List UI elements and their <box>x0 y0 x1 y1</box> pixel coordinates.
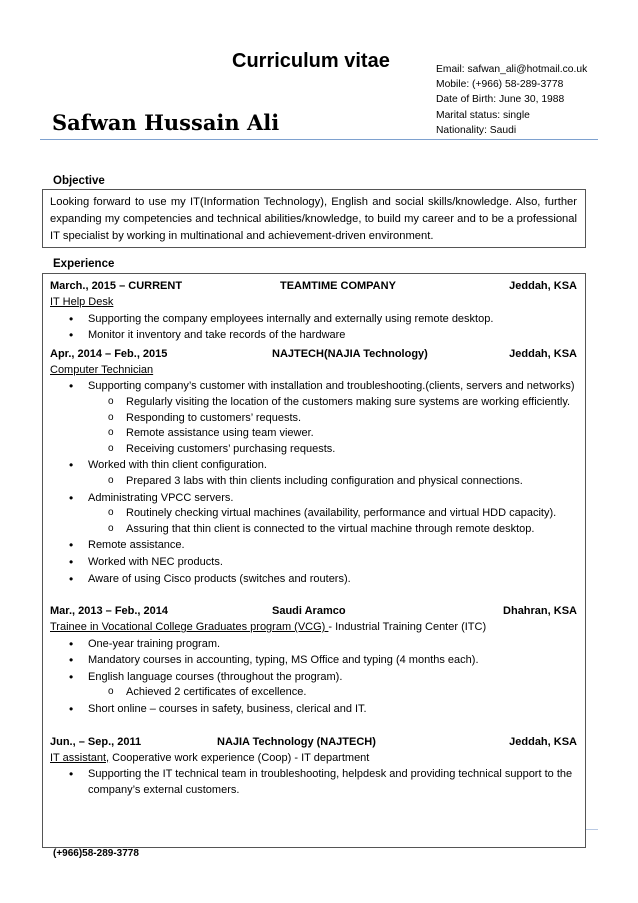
job-role: IT assistant, <box>50 751 110 764</box>
job-role-detail: Cooperative work experience (Coop) - IT department <box>109 751 370 764</box>
duty-text: Remote assistance. <box>88 539 185 552</box>
job-role-line <box>50 363 577 379</box>
job-role: Trainee in Vocational College Graduates program (VCG) <box>50 621 329 634</box>
duty-subitem: o Regularly visiting the location of the customers making sure systems are working efficiently. <box>126 395 577 411</box>
job-location: Jeddah, KSA <box>509 735 577 748</box>
job-header <box>50 345 577 363</box>
objective-heading: Objective <box>53 175 105 187</box>
experience-heading: Experience <box>53 258 115 270</box>
objective-text: Looking forward to use my IT(Information Technology), English and social skills/knowledge. Also, further expanding my competencies and technical abilities/knowledge, to build my career and to be a professional IT specialist by working in multinational and achievement-driven environment. <box>50 196 577 242</box>
duty-text: One-year training program. <box>88 637 221 650</box>
job-location: Jeddah, KSA <box>509 280 577 292</box>
job-duties <box>50 379 577 587</box>
duty-item <box>88 458 577 489</box>
job-spacer <box>50 719 577 733</box>
duty-item <box>88 312 577 328</box>
duty-item <box>88 538 577 554</box>
job-duties <box>50 767 577 798</box>
job-date: Apr., 2014 – Feb., 2015 <box>50 347 168 360</box>
job-header <box>50 602 577 620</box>
footer-phone: (+966)58-289-3778 <box>53 848 139 859</box>
duty-text: Mandatory courses in accounting, typing, MS Office and typing (4 months each). <box>88 654 479 667</box>
duty-subitems <box>88 506 577 537</box>
job-role-detail: - Industrial Training Center (ITC) <box>328 621 487 634</box>
duty-subitem: o Prepared 3 labs with thin clients including configuration and physical connections. <box>126 474 577 490</box>
duty-item <box>88 767 577 798</box>
duty-text: English language courses (throughout the program). <box>88 670 343 683</box>
job-location: Jeddah, KSA <box>509 347 577 360</box>
job-date: Jun., – Sep., 2011 <box>50 735 142 748</box>
duty-item <box>88 491 577 538</box>
duty-subitems <box>88 474 577 490</box>
duty-subitem: o Assuring that thin client is connected to the virtual machine through remote desktop. <box>126 522 577 538</box>
duty-item <box>88 379 577 457</box>
duty-item <box>88 653 577 669</box>
job-role-line <box>50 295 577 311</box>
contact-info <box>436 62 587 138</box>
job-header <box>50 733 577 751</box>
experience-box <box>42 273 586 848</box>
duty-text: Supporting company’s customer with installation and troubleshooting.(clients, servers and networks) <box>88 380 575 393</box>
job-role: IT Help Desk <box>50 296 114 308</box>
job-spacer <box>50 588 577 602</box>
duty-subitem: o Remote assistance using team viewer. <box>126 426 577 442</box>
duty-subitem: o Achieved 2 certificates of excellence. <box>126 685 577 701</box>
duty-subitems <box>88 395 577 457</box>
document-title: Curriculum vitae <box>232 50 390 72</box>
job-date: Mar., 2013 – Feb., 2014 <box>50 605 169 618</box>
duty-text: Worked with thin client configuration. <box>88 459 267 472</box>
job-header <box>50 277 577 295</box>
duty-subitem: o Routinely checking virtual machines (availability, performance and virtual HDD capacity). <box>126 506 577 522</box>
duty-text: Supporting the company employees internally and externally using remote desktop. <box>88 312 494 325</box>
duty-subitems <box>88 685 577 701</box>
duty-text: Worked with NEC products. <box>88 555 223 568</box>
duty-text: Aware of using Cisco products (switches and routers). <box>88 572 351 585</box>
contact-birth-date: Date of Birth: June 30, 1988 <box>436 94 565 106</box>
duty-item <box>88 702 577 718</box>
duty-text: Supporting the IT technical team in troubleshooting, helpdesk and providing technical support to the company’s external customers. <box>88 768 573 796</box>
job-company: NAJTECH(NAJIA Technology) <box>272 347 428 360</box>
duty-item <box>88 555 577 571</box>
job-company: Saudi Aramco <box>272 605 346 618</box>
job-company: TEAMTIME COMPANY <box>280 280 396 292</box>
objective-box <box>42 189 586 248</box>
job-duties <box>50 637 577 718</box>
job-date: March., 2015 – CURRENT <box>50 280 183 292</box>
duty-item <box>88 670 577 701</box>
job-duties <box>50 312 577 344</box>
duty-item <box>88 572 577 588</box>
duty-text: Administrating VPCC servers. <box>88 491 234 504</box>
duty-text: Short online – courses in safety, business, clerical and IT. <box>88 703 367 716</box>
job-role-line <box>50 620 577 636</box>
job-company: NAJIA Technology (NAJTECH) <box>217 735 376 748</box>
duty-text: Monitor it inventory and take records of the hardware <box>88 329 346 342</box>
header-divider <box>40 139 598 140</box>
contact-nationality: Nationality: Saudi <box>436 124 517 136</box>
contact-email: Email: safwan_ali@hotmail.co.uk <box>436 64 588 75</box>
duty-item <box>88 328 577 344</box>
job-location: Dhahran, KSA <box>503 605 577 618</box>
duty-subitem: o Receiving customers’ purchasing requests. <box>126 442 577 458</box>
job-role-line <box>50 751 577 767</box>
candidate-name: Safwan Hussain Ali <box>52 110 280 135</box>
job-role: Computer Technician <box>50 363 154 376</box>
contact-mobile: Mobile: (+966) 58-289-3778 <box>436 79 564 91</box>
duty-subitem: o Responding to customers’ requests. <box>126 411 577 427</box>
contact-marital-status: Marital status: single <box>436 109 530 121</box>
duty-item <box>88 637 577 653</box>
page-edge-mark <box>586 829 598 830</box>
